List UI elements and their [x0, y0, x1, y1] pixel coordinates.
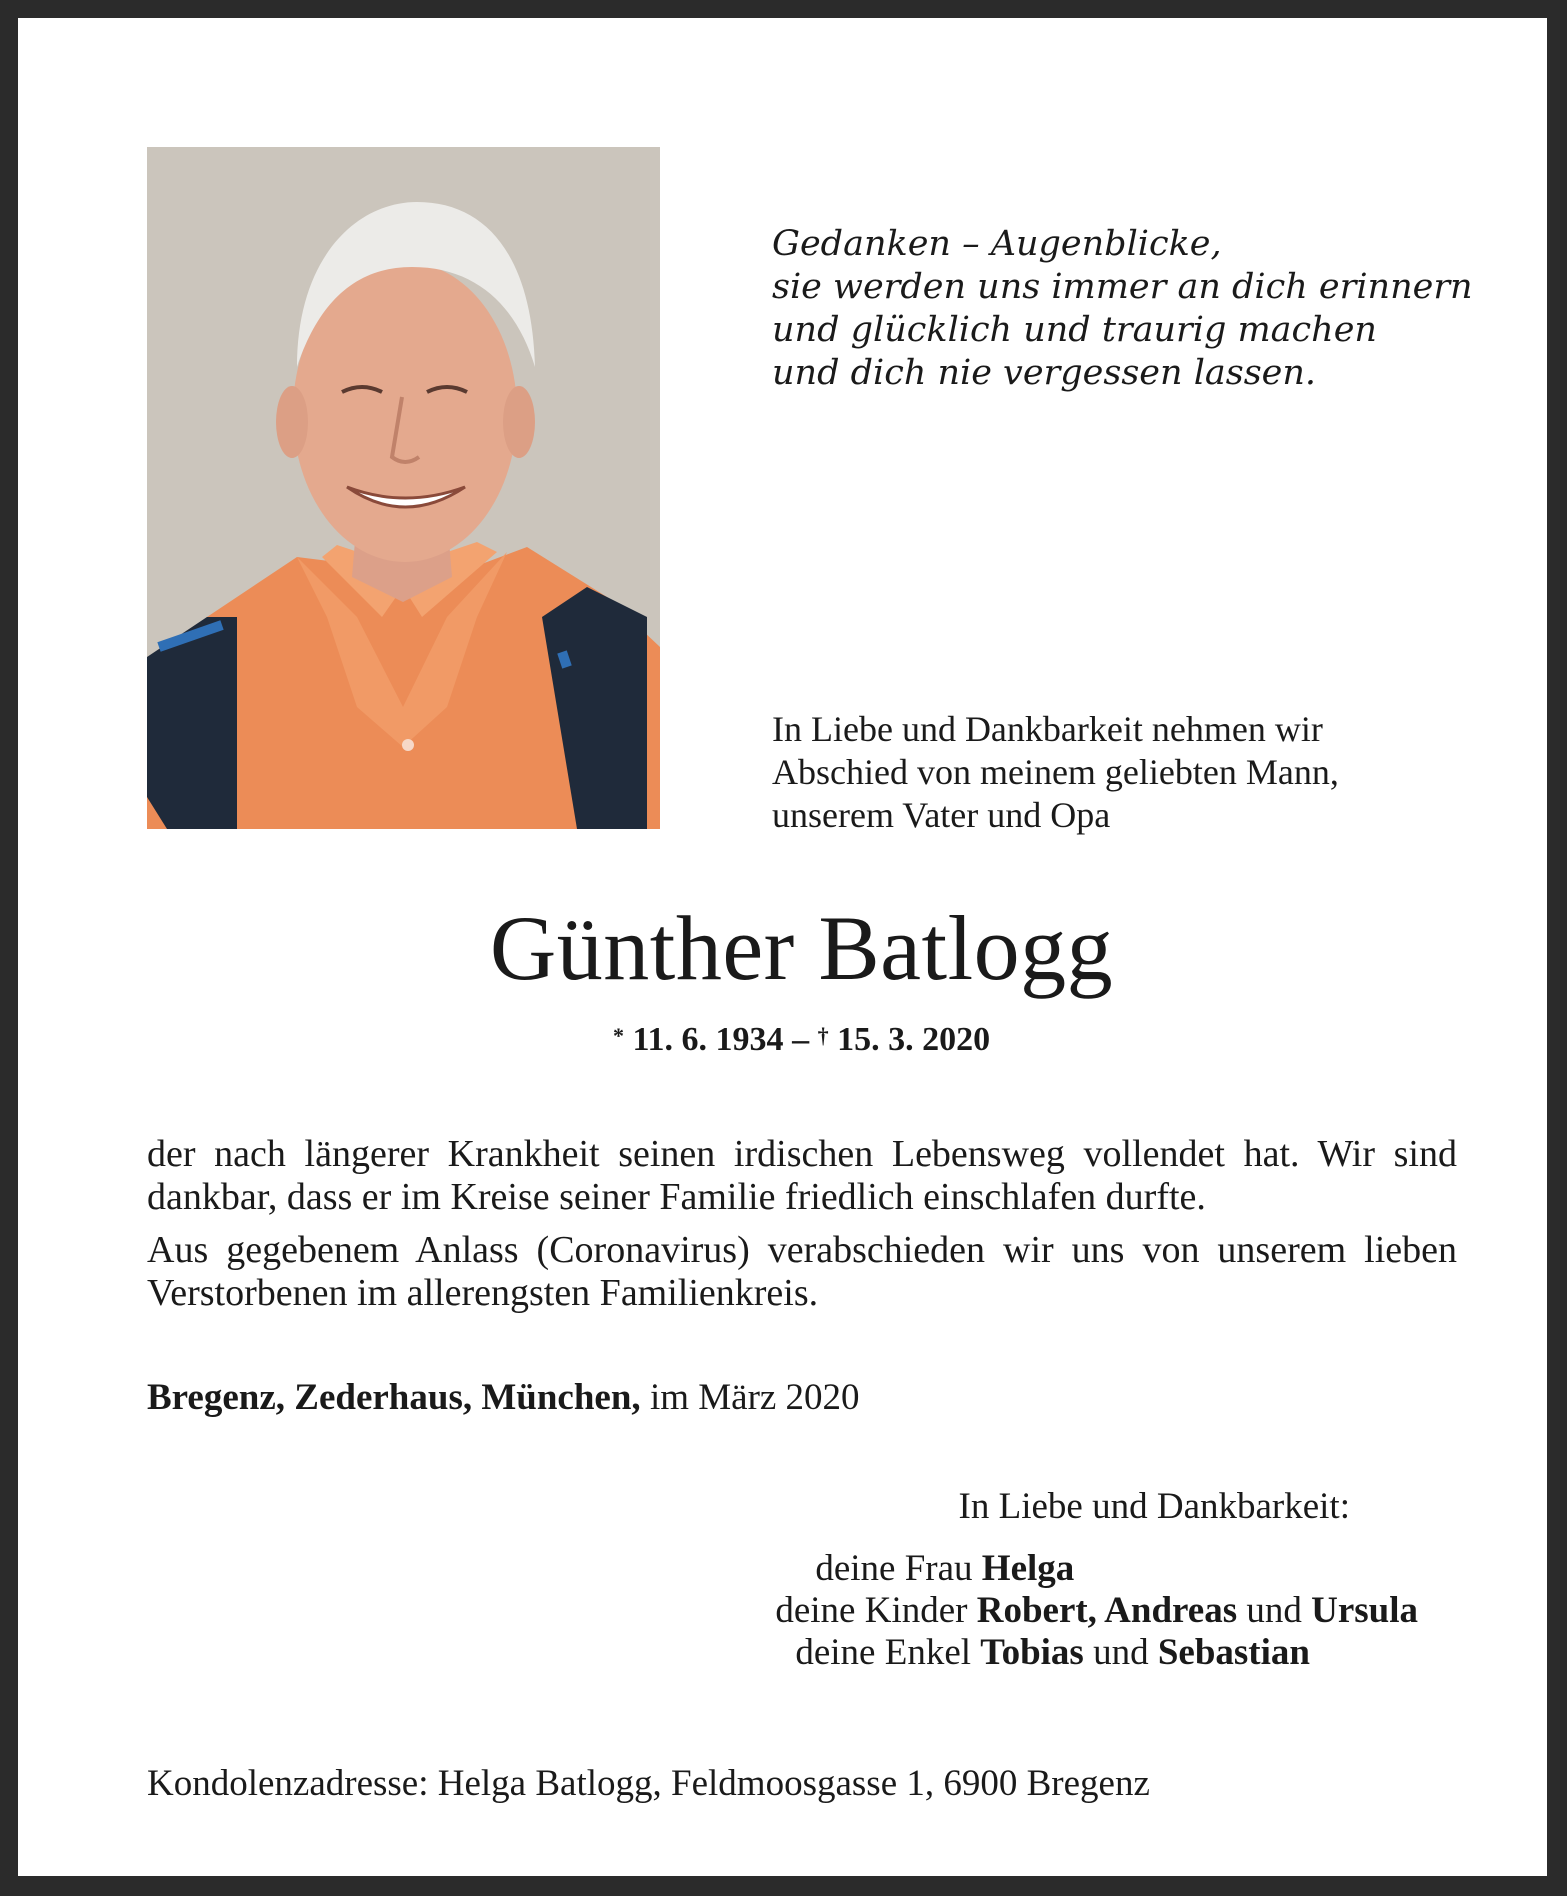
obituary-body: [147, 1133, 1457, 1325]
family-children: [775, 1590, 1418, 1632]
family-list: [775, 1548, 1418, 1674]
family-grandchildren: [775, 1632, 1418, 1674]
grandchild-1: Tobias: [980, 1632, 1084, 1673]
birth-date: 11. 6. 1934: [632, 1021, 784, 1058]
farewell-intro: [772, 708, 1339, 837]
body-paragraph: der nach längerer Krankheit seinen irdischen Lebensweg vollendet hat. Wir sind dankbar, dass er im Kreise seiner Familie friedlich einschlafen durfte.: [147, 1133, 1457, 1218]
date-separator: –: [783, 1021, 818, 1058]
place-and-date: [147, 1376, 860, 1420]
wife-prefix: deine Frau: [815, 1548, 982, 1589]
death-date: 15. 3. 2020: [837, 1021, 991, 1058]
children-and: und: [1237, 1590, 1312, 1631]
poem-line: sie werden uns immer an dich erinnern: [772, 267, 1473, 307]
death-mark: †: [817, 1023, 829, 1048]
poem-line: und glücklich und traurig machen: [772, 310, 1377, 350]
life-dates: [18, 1018, 1567, 1062]
children-prefix: deine Kinder: [775, 1590, 977, 1631]
portrait-illustration: [147, 147, 660, 829]
condolence-address: Kondolenzadresse: Helga Batlogg, Feldmoosgasse 1, 6900 Bregenz: [147, 1763, 1150, 1804]
place-date: im März 2020: [640, 1377, 860, 1418]
birth-mark: *: [612, 1023, 624, 1048]
grandchild-2: Sebastian: [1157, 1632, 1310, 1673]
memorial-poem: [772, 223, 1473, 395]
intro-line: In Liebe und Dankbarkeit nehmen wir: [772, 709, 1323, 749]
intro-line: unserem Vater und Opa: [772, 795, 1111, 835]
family-wife: [775, 1548, 1418, 1590]
body-paragraph: Aus gegebenem Anlass (Coronavirus) verabschieden wir uns von unserem lieben Verstorbenen im allerengsten Familienkreis.: [147, 1229, 1457, 1314]
signoff-heading-text: In Liebe und Dankbarkeit:: [958, 1486, 1350, 1527]
place-locations: Bregenz, Zederhaus, München,: [147, 1377, 641, 1418]
children-last: Ursula: [1311, 1590, 1418, 1631]
grandchildren-and: und: [1083, 1632, 1158, 1673]
children-names: Robert, Andreas: [976, 1590, 1238, 1631]
intro-line: Abschied von meinem geliebten Mann,: [772, 752, 1339, 792]
poem-line: und dich nie vergessen lassen.: [772, 353, 1317, 393]
wife-name: Helga: [981, 1548, 1075, 1589]
poem-line: Gedanken – Augenblicke,: [772, 224, 1222, 264]
portrait-photo: [147, 147, 660, 829]
deceased-name: Günther Batlogg: [489, 897, 1114, 999]
grandchildren-prefix: deine Enkel: [795, 1632, 981, 1673]
signoff-heading: [718, 1485, 1418, 1529]
